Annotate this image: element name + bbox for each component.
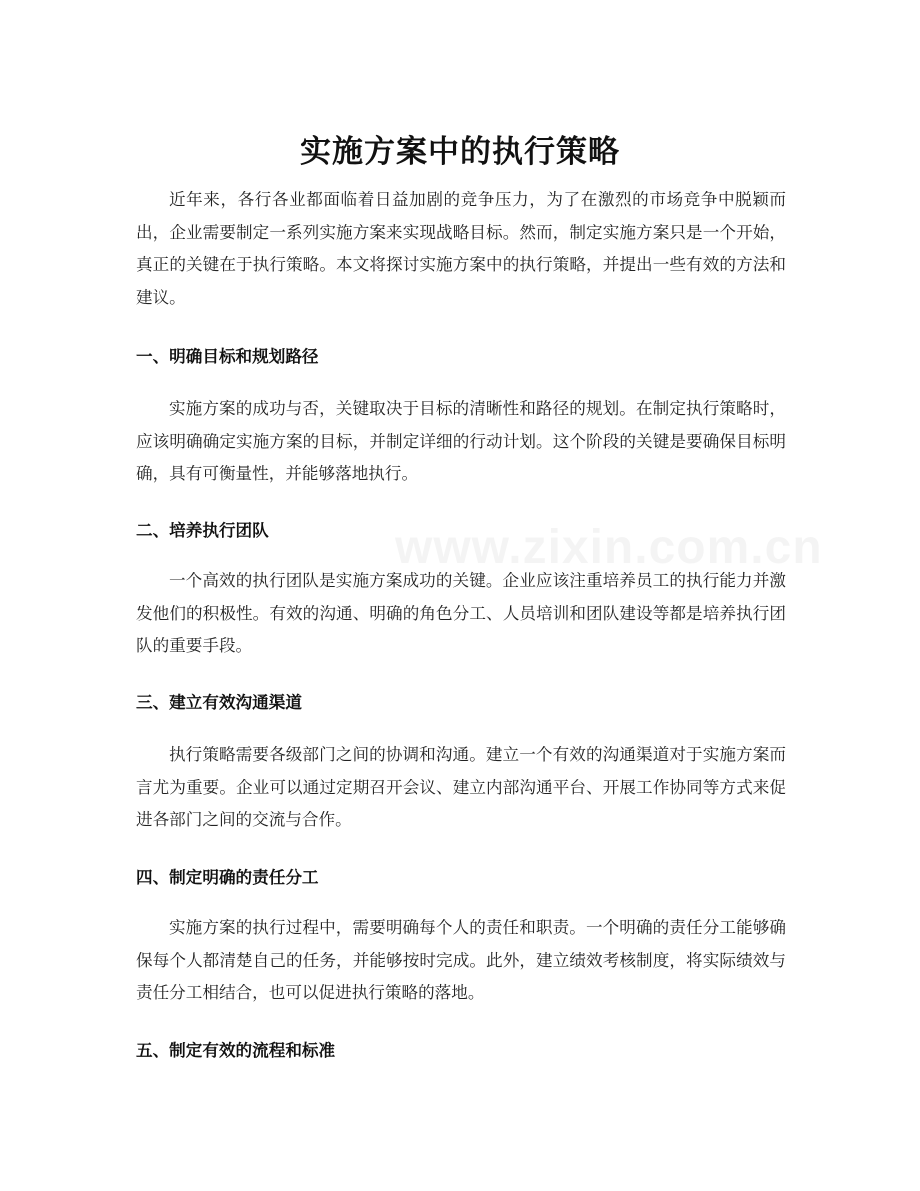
section-heading-2: 二、培养执行团队 xyxy=(136,521,269,540)
section-heading-4: 四、制定明确的责任分工 xyxy=(136,868,319,887)
intro-paragraph: 近年来，各行各业都面临着日益加剧的竞争压力，为了在激烈的市场竞争中脱颖而出，企业需要制定一系列实施方案来实现战略目标。然而，制定实施方案只是一个开始，真正的关键在于执行策略。本文将探讨实施方案中的执行策略，并提出一些有效的方法和建议。 xyxy=(136,190,786,307)
section-body-2: 一个高效的执行团队是实施方案成功的关键。企业应该注重培养员工的执行能力并激发他们的积极性。有效的沟通、明确的角色分工、人员培训和团队建设等都是培养执行团队的重要手段。 xyxy=(136,571,786,656)
section-heading-3: 三、建立有效沟通渠道 xyxy=(136,693,302,712)
section-body-1: 实施方案的成功与否，关键取决于目标的清晰性和路径的规划。在制定执行策略时，应该明确确定实施方案的目标，并制定详细的行动计划。这个阶段的关键是要确保目标明确，具有可衡量性，并能够落地执行。 xyxy=(136,399,786,484)
document-title: 实施方案中的执行策略 xyxy=(300,133,620,170)
section-body-4: 实施方案的执行过程中，需要明确每个人的责任和职责。一个明确的责任分工能够确保每个人都清楚自己的任务，并能够按时完成。此外，建立绩效考核制度，将实际绩效与责任分工相结合，也可以促进执行策略的落地。 xyxy=(136,918,786,1003)
section-heading-1: 一、明确目标和规划路径 xyxy=(136,347,319,366)
section-body-3: 执行策略需要各级部门之间的协调和沟通。建立一个有效的沟通渠道对于实施方案而言尤为重要。企业可以通过定期召开会议、建立内部沟通平台、开展工作协同等方式来促进各部门之间的交流与合作。 xyxy=(136,745,786,830)
section-heading-5: 五、制定有效的流程和标准 xyxy=(136,1041,336,1060)
